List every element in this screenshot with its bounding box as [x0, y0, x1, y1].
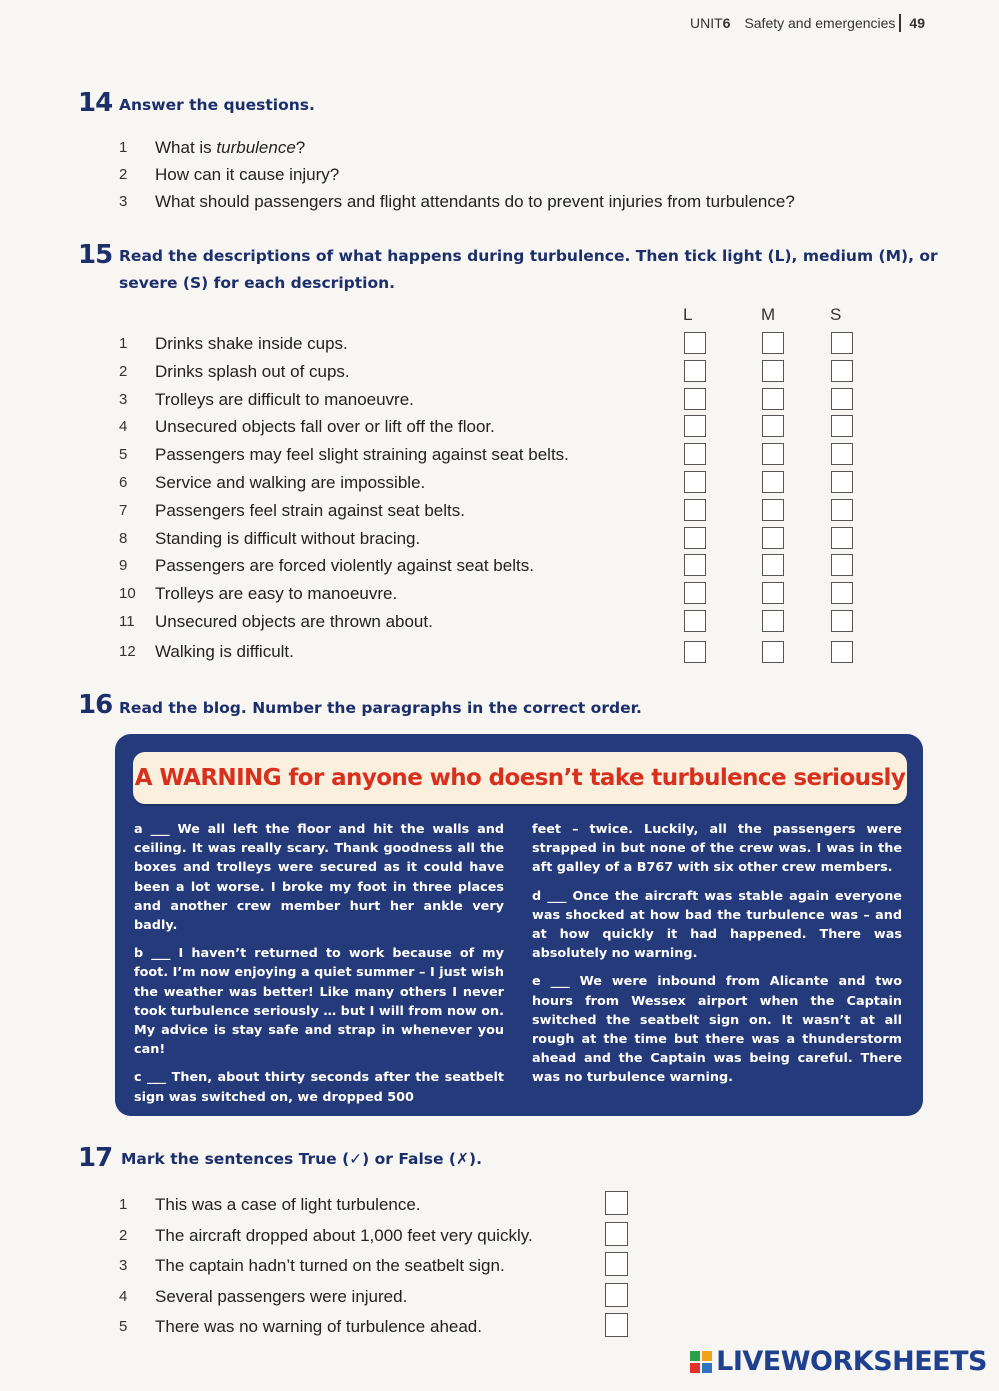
tick-box-s-5[interactable]	[831, 443, 853, 465]
exercise-15-title: Read the descriptions of what happens during turbulence. Then tick light (L), medium (M), or severe (S) for each description.	[119, 247, 938, 292]
list-item: 9 Passengers are forced violently against seat belts.	[119, 556, 534, 576]
paragraph-a: a ___ We all left the floor and hit the walls and ceiling. It was really scary. Thank goodness all the boxes and trolleys were secured as it could have been a lot worse. I broke my foot in three places and another crew member hurt her ankle very badly.	[134, 822, 504, 934]
liveworksheets-logo	[690, 1346, 987, 1377]
tick-box-l-6[interactable]	[684, 471, 706, 493]
tick-box-m-4[interactable]	[762, 415, 784, 437]
list-item: 4 Several passengers were injured.	[119, 1286, 408, 1306]
list-item: 1 What is turbulence?	[119, 138, 306, 157]
tick-box-l-4[interactable]	[684, 415, 706, 437]
blog-panel	[115, 734, 923, 1116]
logo-square	[702, 1351, 712, 1361]
tick-box-l-2[interactable]	[684, 360, 706, 382]
paragraph-c: c ___ Then, about thirty seconds after the seatbelt sign was switched on, we dropped 500	[134, 1070, 504, 1105]
tick-box-l-3[interactable]	[684, 388, 706, 410]
exercise-16-title: Read the blog. Number the paragraphs in the correct order.	[119, 699, 642, 717]
tick-box-l-5[interactable]	[684, 443, 706, 465]
exercise-14-number: 14	[78, 88, 113, 118]
tick-box-l-11[interactable]	[684, 610, 706, 632]
list-item: 5 Passengers may feel slight straining against seat belts.	[119, 445, 569, 465]
unit-label: UNIT6	[689, 15, 731, 31]
blog-column-right	[532, 820, 902, 1097]
list-item: 1 Drinks shake inside cups.	[119, 334, 348, 353]
tick-box-l-12[interactable]	[684, 641, 706, 663]
tick-box-m-9[interactable]	[762, 554, 784, 576]
list-item: 7 Passengers feel strain against seat belts.	[119, 500, 465, 520]
paragraph-b: b ___ I haven’t returned to work because of my foot. I’m now enjoying a quiet summer – I just wish the weather was better! Like many others I never took turbulence seriously … but I will from now on. My advice is stay safe and strap in whenever you can!	[134, 946, 504, 1058]
page-number: 49	[909, 15, 925, 31]
blog-column-left	[134, 820, 504, 1116]
exercise-15-descriptions	[119, 330, 569, 666]
exercise-15-number: 15	[78, 240, 113, 270]
tick-box-m-5[interactable]	[762, 443, 784, 465]
tick-box-s-9[interactable]	[831, 554, 853, 576]
tick-box-m-12[interactable]	[762, 641, 784, 663]
list-item: 12 Walking is difficult.	[119, 641, 294, 661]
tick-box-l-7[interactable]	[684, 499, 706, 521]
list-item: 2 The aircraft dropped about 1,000 feet very quickly.	[119, 1225, 533, 1245]
tick-box-l-8[interactable]	[684, 527, 706, 549]
true-false-box-5[interactable]	[605, 1313, 628, 1337]
paragraph-d: d ___ Once the aircraft was stable again everyone was shocked at how bad the turbulence was – and at how quickly it had happened. There was absolutely no warning.	[532, 888, 902, 962]
exercise-17-sentences	[119, 1190, 533, 1343]
tick-box-m-10[interactable]	[762, 582, 784, 604]
tick-box-m-1[interactable]	[762, 332, 784, 354]
list-item: 4 Unsecured objects fall over or lift off the floor.	[119, 417, 495, 437]
tick-box-m-8[interactable]	[762, 527, 784, 549]
exercise-17-number: 17	[78, 1143, 113, 1173]
column-header-light: L	[683, 305, 693, 324]
tick-box-m-6[interactable]	[762, 471, 784, 493]
list-item: 3 The captain hadn’t turned on the seatbelt sign.	[119, 1256, 505, 1276]
tick-box-m-3[interactable]	[762, 388, 784, 410]
list-item: 11 Unsecured objects are thrown about.	[119, 611, 433, 631]
exercise-14-questions	[119, 134, 795, 215]
column-header-medium: M	[761, 305, 776, 324]
logo-square	[690, 1363, 700, 1373]
column-header-severe: S	[830, 305, 842, 324]
exercise-14-title: Answer the questions.	[119, 96, 315, 114]
exercise-17-title: Mark the sentences True (✓) or False (✗).	[121, 1150, 482, 1168]
paragraph-e: e ___ We were inbound from Alicante and two hours from Wessex airport when the Captain switched the seatbelt sign on. It wasn’t at all rough at the time but there was a thunderstorm ahead and the Captain was being careful. There was no turbulence warning.	[532, 974, 902, 1086]
list-item: 6 Service and walking are impossible.	[119, 472, 426, 492]
tick-box-s-1[interactable]	[831, 332, 853, 354]
logo-text: LIVEWORKSHEETS	[716, 1346, 987, 1377]
header-divider	[899, 14, 901, 32]
list-item: 8 Standing is difficult without bracing.	[119, 528, 421, 548]
logo-square	[690, 1351, 700, 1361]
list-item: 1 This was a case of light turbulence.	[119, 1195, 421, 1214]
exercise-16-number: 16	[78, 690, 113, 720]
tick-box-m-11[interactable]	[762, 610, 784, 632]
page-header	[690, 14, 925, 32]
tick-box-s-3[interactable]	[831, 388, 853, 410]
tick-box-s-4[interactable]	[831, 415, 853, 437]
list-item: 3 Trolleys are difficult to manoeuvre.	[119, 389, 414, 409]
tick-box-s-11[interactable]	[831, 610, 853, 632]
unit-topic: Safety and emergencies	[744, 15, 896, 31]
tick-box-l-10[interactable]	[684, 582, 706, 604]
tick-box-l-1[interactable]	[684, 332, 706, 354]
true-false-box-4[interactable]	[605, 1283, 628, 1307]
list-item: 2 How can it cause injury?	[119, 165, 340, 184]
tick-box-s-7[interactable]	[831, 499, 853, 521]
list-item: 3 What should passengers and flight attendants do to prevent injuries from turbulence?	[119, 192, 795, 211]
tick-box-m-7[interactable]	[762, 499, 784, 521]
paragraph-c-continued: feet – twice. Luckily, all the passengers were strapped in but none of the crew was. I was in the aft galley of a B767 with six other crew members.	[532, 822, 902, 876]
tick-box-s-10[interactable]	[831, 582, 853, 604]
true-false-box-3[interactable]	[605, 1252, 628, 1276]
tick-box-s-6[interactable]	[831, 471, 853, 493]
tick-box-l-9[interactable]	[684, 554, 706, 576]
logo-grid-icon	[690, 1351, 712, 1373]
logo-square	[702, 1363, 712, 1373]
tick-box-m-2[interactable]	[762, 360, 784, 382]
tick-box-s-2[interactable]	[831, 360, 853, 382]
true-false-box-1[interactable]	[605, 1191, 628, 1215]
blog-title: A WARNING for anyone who doesn’t take turbulence seriously	[133, 752, 907, 804]
list-item: 10 Trolleys are easy to manoeuvre.	[119, 584, 398, 604]
list-item: 5 There was no warning of turbulence ahead.	[119, 1317, 482, 1337]
true-false-box-2[interactable]	[605, 1222, 628, 1246]
tick-box-s-12[interactable]	[831, 641, 853, 663]
tick-box-s-8[interactable]	[831, 527, 853, 549]
list-item: 2 Drinks splash out of cups.	[119, 361, 350, 381]
